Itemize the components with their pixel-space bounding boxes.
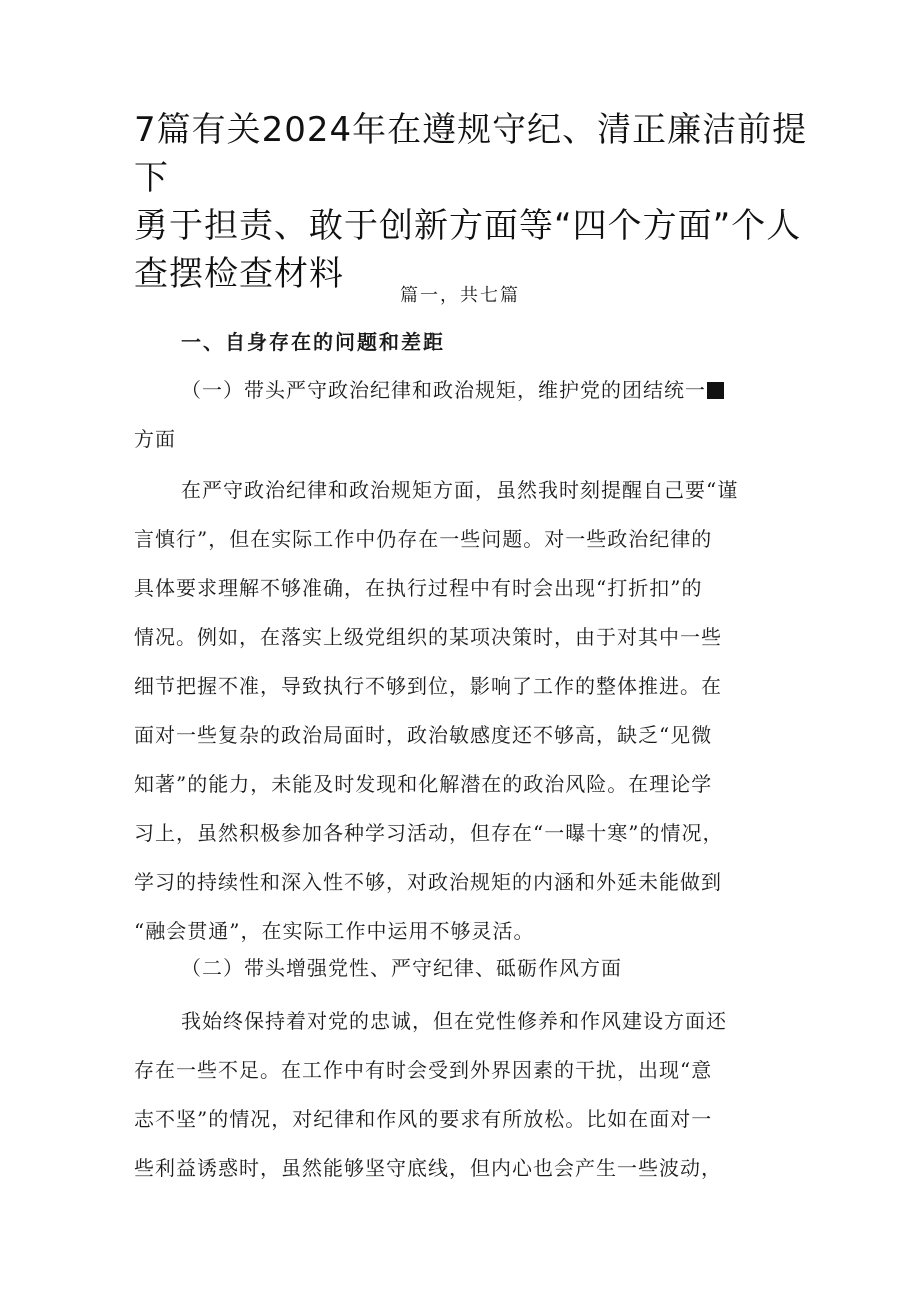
- subsection-heading-1-continuation: 方面: [134, 427, 176, 451]
- black-square-glyph: [707, 382, 724, 399]
- paragraph-2: [134, 997, 794, 1193]
- subsection-heading-1: [181, 375, 806, 405]
- paragraph-line: 存在一些不足。在工作中有时会受到外界因素的干扰，出现“意: [134, 1058, 713, 1082]
- title-line: 7篇有关2024年在遵规守纪、清正廉洁前提下: [134, 110, 808, 198]
- paragraph-line: 学习的持续性和深入性不够，对政治规矩的内涵和外延未能做到: [134, 870, 722, 894]
- title-line: 勇于担责、敢于创新方面等“四个方面”个人: [134, 206, 802, 246]
- subsection-heading-1-text: （一）带头严守政治纪律和政治规矩，维护党的团结统一: [181, 378, 706, 402]
- paragraph-line: 知著”的能力，未能及时发现和化解潜在的政治风险。在理论学: [134, 772, 713, 796]
- title-line: 查摆检查材料: [134, 254, 344, 294]
- section-heading: 一、自身存在的问题和差距: [181, 330, 445, 354]
- subsection-heading-2: （二）带头增强党性、严守纪律、砥砺作风方面: [181, 956, 622, 980]
- paragraph-line: 细节把握不准，导致执行不够到位，影响了工作的整体推进。在: [134, 674, 722, 698]
- paragraph-line: 面对一些复杂的政治局面时，政治敏感度还不够高，缺乏“见微: [134, 723, 713, 747]
- paragraph-line: 些利益诱惑时，虽然能够坚守底线，但内心也会产生一些波动，: [134, 1156, 722, 1180]
- paragraph-1: [134, 466, 794, 956]
- document-title: [134, 106, 824, 298]
- paragraph-line: 具体要求理解不够准确，在执行过程中有时会出现“打折扣”的: [134, 576, 703, 600]
- paragraph-line: “融会贯通”，在实际工作中运用不够灵活。: [134, 919, 535, 943]
- paragraph-line: 我始终保持着对党的忠诚，但在党性修养和作风建设方面还: [181, 1009, 727, 1033]
- paragraph-line: 在严守政治纪律和政治规矩方面，虽然我时刻提醒自己要“谨: [181, 478, 739, 502]
- paragraph-line: 情况。例如，在落实上级党组织的某项决策时，由于对其中一些: [134, 625, 722, 649]
- document-subtitle: 篇一，共七篇: [400, 285, 520, 306]
- paragraph-line: 习上，虽然积极参加各种学习活动，但存在“一曝十寒”的情况，: [134, 821, 724, 845]
- paragraph-line: 言慎行”，但在实际工作中仍存在一些问题。对一些政治纪律的: [134, 527, 713, 551]
- paragraph-line: 志不坚”的情况，对纪律和作风的要求有所放松。比如在面对一: [134, 1107, 713, 1131]
